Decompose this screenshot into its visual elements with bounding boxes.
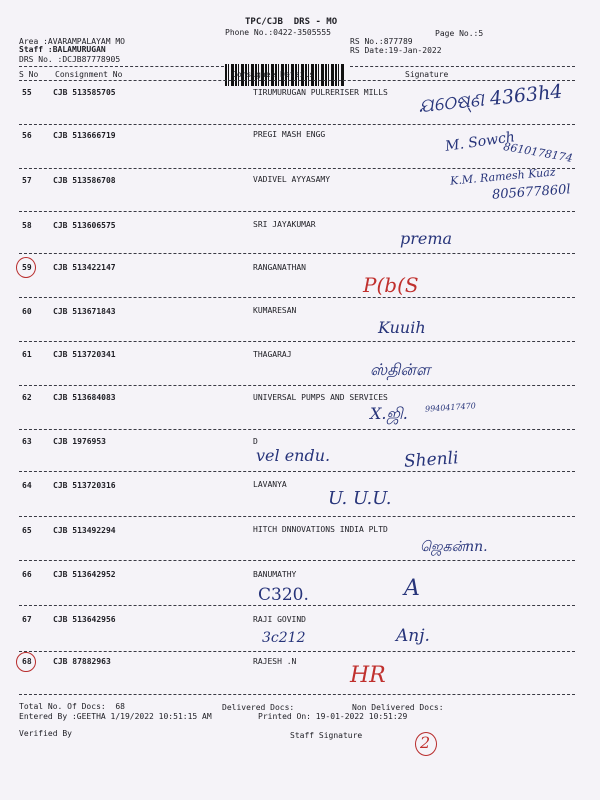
drs-number: DRS No. :DCJB87778905 (19, 55, 121, 64)
row-consignee: KUMARESAN (253, 306, 297, 315)
row-sno: 67 (22, 615, 32, 624)
row-signature: prema (400, 229, 453, 248)
row-divider (19, 297, 575, 298)
row-consignee: THAGARAJ (253, 350, 292, 359)
row-signature: P(b(S (363, 273, 419, 297)
row-sno: 56 (22, 131, 32, 140)
row-divider (19, 253, 575, 254)
total-docs: Total No. Of Docs: 68 (19, 702, 125, 711)
row-consignee: SRI JAYAKUMAR (253, 220, 316, 229)
staff-signature-label: Staff Signature (290, 731, 363, 740)
row-sno: 63 (22, 437, 32, 446)
row-divider (19, 124, 575, 125)
col-signature: Signature (405, 70, 449, 79)
page-number: Page No.:5 (435, 29, 484, 38)
non-delivered-docs: Non Delivered Docs: (352, 703, 444, 712)
header-divider (350, 66, 575, 67)
row-sno: 68 (22, 657, 32, 666)
col-consignment: Consignment No (55, 70, 123, 79)
row-sno: 66 (22, 570, 32, 579)
row-sno: 64 (22, 481, 32, 490)
row-consignee: HITCH DNNOVATIONS INDIA PLTD (253, 525, 388, 534)
row-consignment: CJB 1976953 (53, 437, 106, 446)
row-consignment: CJB 513671843 (53, 307, 116, 316)
row-signature-2: Anj. (396, 626, 430, 646)
row-consignment: CJB 513585705 (53, 88, 116, 97)
row-signature-2: Shenli (403, 448, 460, 472)
row-consignee: LAVANYA (253, 480, 287, 489)
row-signature: Kuuih (378, 318, 426, 337)
page-mark: 2 (420, 733, 431, 752)
entered-by: Entered By :GEETHA 1/19/2022 10:51:15 AM (19, 712, 212, 721)
row-consignment: CJB 513492294 (53, 526, 116, 535)
printed-on: Printed On: 19-01-2022 10:51:29 (258, 712, 408, 721)
row-divider (19, 516, 575, 517)
columns-divider (19, 80, 575, 81)
row-signature-phone: 8610178174 (502, 140, 574, 165)
row-divider (19, 694, 575, 695)
row-signature: ஜெகன்nn. (420, 539, 488, 555)
row-signature: ଯଠେଷ୍ଣ 4363h4 (417, 80, 564, 118)
row-sno: 60 (22, 307, 32, 316)
row-sno: 61 (22, 350, 32, 359)
row-divider (19, 651, 575, 652)
delivered-docs: Delivered Docs: (222, 703, 295, 712)
row-signature: HR (350, 663, 386, 688)
row-consignment: CJB 513642952 (53, 570, 116, 579)
document-title: TPC/CJB DRS - MO (245, 17, 338, 27)
row-sno: 65 (22, 526, 32, 535)
row-consignee: BANUMATHY (253, 570, 297, 579)
row-sno: 62 (22, 393, 32, 402)
row-consignee: RAJI GOVIND (253, 615, 306, 624)
row-signature-phone: 9940417470 (424, 401, 477, 414)
row-consignee: D (253, 437, 258, 446)
row-divider (19, 471, 575, 472)
row-consignee: TIRUMURUGAN PULRERISER MILLS (253, 88, 388, 97)
row-consignment: CJB 513422147 (53, 263, 116, 272)
row-divider (19, 429, 575, 430)
row-signature: vel endu. (256, 446, 331, 465)
row-consignment: CJB 513606575 (53, 221, 116, 230)
row-consignment: CJB 513720341 (53, 350, 116, 359)
row-consignee: RANGANATHAN (253, 263, 306, 272)
row-divider (19, 168, 575, 169)
row-consignment: CJB 87882963 (53, 657, 111, 666)
row-sno: 59 (22, 263, 32, 272)
row-consignment: CJB 513642956 (53, 615, 116, 624)
row-consignment: CJB 513720316 (53, 481, 116, 490)
row-consignment: CJB 513684083 (53, 393, 116, 402)
row-signature: X.ஜி. (370, 404, 408, 423)
row-signature: C320. (258, 585, 309, 605)
row-consignment: CJB 513586708 (53, 176, 116, 185)
col-sno: S No (19, 70, 39, 79)
row-signature: ஸ்தின்ள (370, 360, 431, 379)
row-signature-phone: 805677860l (491, 182, 572, 203)
row-divider (19, 211, 575, 212)
col-consignee: Consignee Details (232, 70, 314, 79)
row-consignee: RAJESH .N (253, 657, 297, 666)
row-divider (19, 341, 575, 342)
row-consignee: PREGI MASH ENGG (253, 130, 326, 139)
row-signature-2: A (404, 576, 420, 601)
row-consignment: CJB 513666719 (53, 131, 116, 140)
row-sno: 57 (22, 176, 32, 185)
rs-number: RS No.:877789 (350, 37, 413, 46)
header-divider (19, 66, 224, 67)
row-sno: 55 (22, 88, 32, 97)
row-divider (19, 385, 575, 386)
staff-field: Staff :BALAMURUGAN (19, 45, 106, 54)
area-field: Area :AVARAMPALAYAM MO (19, 37, 125, 46)
row-divider (19, 560, 575, 561)
row-signature: U. U.U. (328, 488, 392, 509)
phone-number: Phone No.:0422-3505555 (225, 28, 331, 37)
row-divider (19, 605, 575, 606)
verified-by: Verified By (19, 729, 72, 738)
row-signature: M. Sowch (444, 129, 516, 155)
row-consignee: VADIVEL AYYASAMY (253, 175, 331, 184)
row-signature: 3c212 (262, 630, 306, 646)
row-sno: 58 (22, 221, 32, 230)
row-signature: K.M. Ramesh Kuaz (449, 165, 557, 188)
rs-date: RS Date:19-Jan-2022 (350, 46, 442, 55)
row-consignee: UNIVERSAL PUMPS AND SERVICES (253, 393, 388, 402)
